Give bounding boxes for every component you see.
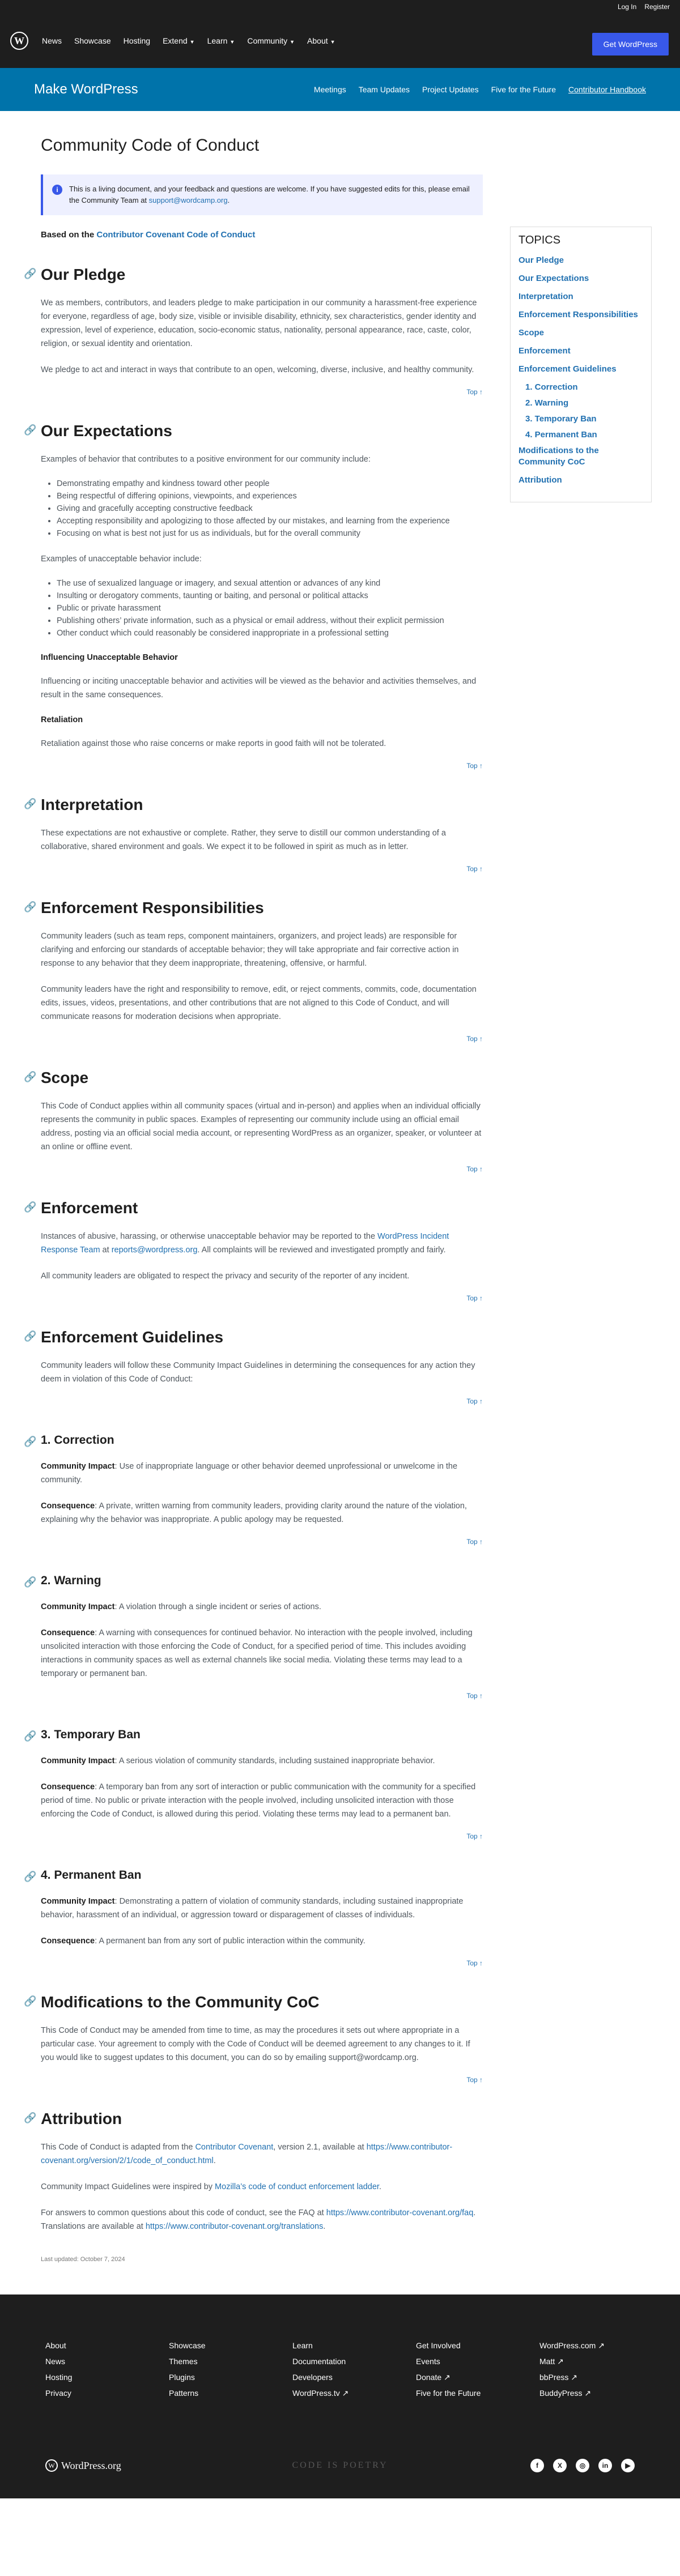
lnav-five-for-the-future[interactable]: Five for the Future	[491, 85, 556, 94]
local-nav	[0, 68, 680, 111]
footer-link[interactable]: Patterns	[169, 2389, 199, 2398]
footer-link[interactable]: Learn	[292, 2341, 313, 2350]
footer-link[interactable]: Documentation	[292, 2357, 346, 2366]
list-item: • The use of sexualized language or imagery, and sexual attention or advances of any kind	[57, 577, 483, 590]
footer-link[interactable]: WordPress.tv ↗	[292, 2389, 349, 2398]
heading-correction: 🔗 1. Correction	[24, 1434, 114, 1447]
main-content	[24, 174, 483, 2263]
local-nav-title[interactable]: Make WordPress	[34, 82, 138, 97]
list-item: • Accepting responsibility and apologizing to those affected by our mistakes, and learning from the experience	[57, 515, 483, 527]
list-item: • Other conduct which could reasonably be considered inappropriate in a professional setting	[57, 627, 483, 639]
topic-link-modifications[interactable]: Modifications to the Community CoC	[518, 446, 599, 467]
covenant-faq-link[interactable]: https://www.contributor-covenant.org/faq	[326, 2208, 474, 2217]
top-link[interactable]: Top ↑	[466, 762, 483, 770]
heading-permanent-ban: 🔗 4. Permanent Ban	[24, 1869, 142, 1882]
social-links	[530, 2459, 635, 2472]
instagram-icon[interactable]: ◎	[576, 2459, 589, 2472]
top-link[interactable]: Top ↑	[466, 1165, 483, 1173]
chevron-down-icon: ▼	[189, 39, 195, 45]
attribution-paragraph: This Code of Conduct is adapted from the Contributor Covenant, version 2.1, available at https://www.contributor-covenant.org/version/2/1/code_of_conduct.html.	[41, 2143, 453, 2165]
interpretation-paragraph: These expectations are not exhaustive or complete. Rather, they serve to distill our common understanding of a collaborative, shared environment and goals. We expect it to be followed in spirit as much as in letter.	[41, 829, 446, 851]
topic-link-warning[interactable]: 2. Warning	[525, 398, 569, 408]
gnav-extend[interactable]: Extend ▼	[163, 36, 195, 45]
heading-enforcement-guidelines: 🔗 Enforcement Guidelines	[24, 1328, 224, 1346]
expectations-intro-unacceptable: Examples of unacceptable behavior include:	[41, 555, 202, 564]
chevron-down-icon: ▼	[330, 39, 335, 45]
based-on-text: Based on the Contributor Covenant Code of Conduct	[41, 230, 256, 240]
anchor-link-icon[interactable]: 🔗	[24, 1330, 37, 1342]
anchor-link-icon[interactable]: 🔗	[24, 268, 37, 279]
last-updated: Last updated: October 7, 2024	[41, 2256, 125, 2263]
list-item: • Demonstrating empathy and kindness toward other people	[57, 477, 483, 490]
heading-our-pledge: 🔗 Our Pledge	[24, 266, 126, 283]
topic-link-enforcement-guidelines[interactable]: Enforcement Guidelines	[518, 364, 617, 374]
enforcement-resp-paragraph: Community leaders (such as team reps, component maintainers, organizers, and project leads) are responsible for clarifying and enforcing our standards of acceptable behavior; they will take appropriate and fair corrective action in response to any behavior that they deem inappropriate, threatening, offensive, or harmful.	[41, 932, 459, 968]
anchor-link-icon[interactable]: 🔗	[24, 1995, 37, 2007]
scope-paragraph: This Code of Conduct applies within all community spaces (virtual and in-person) and applies when an individual officially represents the community in public spaces. Examples of representing our community include using an official email address, posting via an official social media account, or representing WordPress as an organizer, speaker, or volunteer at an online or offline event.	[41, 1102, 482, 1151]
footer-link[interactable]: BuddyPress ↗	[539, 2389, 592, 2398]
footer-link[interactable]: Hosting	[45, 2373, 73, 2382]
topic-link-interpretation[interactable]: Interpretation	[518, 292, 573, 301]
enforcement-paragraph: All community leaders are obligated to respect the privacy and security of the reporter of any incident.	[41, 1272, 410, 1281]
footer-column	[292, 2338, 416, 2401]
heading-temporary-ban: 🔗 3. Temporary Ban	[24, 1728, 141, 1742]
list-item: • Giving and gracefully accepting constructive feedback	[57, 502, 483, 515]
footer-link[interactable]: Events	[416, 2357, 440, 2366]
heading-retaliation: Retaliation	[41, 715, 83, 724]
top-link[interactable]: Top ↑	[466, 865, 483, 873]
pledge-paragraph: We as members, contributors, and leaders pledge to make participation in our community a harassment-free experience for everyone, regardless of age, body size, visible or invisible disability, ethnicity, sex characteristics, gender identity and expression, level of experience, education, socio-economic status, nationality, personal appearance, race, caste, color, religion, or sexual identity and orientation.	[41, 298, 477, 348]
anchor-link-icon[interactable]: 🔗	[24, 1871, 37, 1882]
contributor-covenant-link[interactable]: Contributor Covenant Code of Conduct	[96, 230, 256, 240]
footer-link[interactable]: WordPress.com ↗	[539, 2341, 605, 2350]
list-item: • Public or private harassment	[57, 602, 483, 615]
footer-link[interactable]: Donate ↗	[416, 2373, 450, 2382]
lnav-team-updates[interactable]: Team Updates	[358, 85, 410, 94]
heading-enforcement-responsibilities: 🔗 Enforcement Responsibilities	[24, 899, 264, 916]
heading-influencing: Influencing Unacceptable Behavior	[41, 653, 178, 662]
heading-attribution: 🔗 Attribution	[24, 2110, 122, 2127]
topic-link-correction[interactable]: 1. Correction	[525, 382, 578, 392]
heading-modifications: 🔗 Modifications to the Community CoC	[24, 1993, 320, 2011]
enforcement-paragraph: Instances of abusive, harassing, or otherwise unacceptable behavior may be reported to the WordPress Incident Response Team at reports@wordpress.org. All complaints will be reviewed and investigated promptly and fairly.	[41, 1232, 449, 1255]
site-footer	[0, 2294, 680, 2498]
footer-link[interactable]: Showcase	[169, 2341, 206, 2350]
topic-link-enforcement[interactable]: Enforcement	[518, 346, 571, 356]
gnav-community[interactable]: Community ▼	[247, 36, 295, 45]
gnav-about[interactable]: About ▼	[307, 36, 335, 45]
incident-response-team-link[interactable]: WordPress Incident Response Team	[41, 1232, 449, 1255]
heading-interpretation: 🔗 Interpretation	[24, 796, 143, 813]
topic-link-scope[interactable]: Scope	[518, 328, 545, 338]
facebook-icon[interactable]: f	[530, 2459, 544, 2472]
heading-scope: 🔗 Scope	[24, 1069, 89, 1086]
topic-link-enforcement-responsibilities[interactable]: Enforcement Responsibilities	[518, 310, 638, 319]
anchor-link-icon[interactable]: 🔗	[24, 2112, 37, 2123]
covenant-version-link[interactable]: https://www.contributor-covenant.org/version/2/1/code_of_conduct.html	[41, 2143, 453, 2165]
anchor-link-icon[interactable]: 🔗	[24, 1576, 37, 1588]
top-link[interactable]: Top ↑	[466, 1397, 483, 1405]
footer-link[interactable]: Five for the Future	[416, 2389, 481, 2398]
lnav-project-updates[interactable]: Project Updates	[422, 85, 479, 94]
lnav-meetings[interactable]: Meetings	[313, 85, 346, 94]
register-link[interactable]: Register	[644, 3, 670, 11]
attribution-paragraph: For answers to common questions about this code of conduct, see the FAQ at https://www.contributor-covenant.org/faq. Translations are available at https://www.contributor-covenant.org/translations.	[41, 2208, 476, 2231]
footer-link[interactable]: Developers	[292, 2373, 333, 2382]
tempban-consequence: Consequence: A temporary ban from any sort of interaction or public communication with the community for a specified period of time. No public or private interaction with the people involved, including unsolicited interaction with those enforcing the Code of Conduct, is allowed during this period. Violating these terms may lead to a permanent ban.	[41, 1782, 476, 1819]
footer-link[interactable]: Get Involved	[416, 2341, 461, 2350]
footer-column	[539, 2338, 663, 2401]
info-notice: i This is a living document, and your feedback and questions are welcome. If you have suggested edits for this, please email the Community Team at support@wordcamp.org.	[41, 174, 483, 215]
topic-link-our-expectations[interactable]: Our Expectations	[518, 274, 589, 283]
modifications-paragraph: This Code of Conduct may be amended from time to time, as may the procedures it sets out where appropriate in a particular case. Your agreement to comply with the Code of Conduct will be deemed agreement to any changes to it. If you would like to suggest updates to this document, you can do so by emailing support@wordcamp.org.	[41, 2026, 470, 2062]
topics-title: TOPICS	[518, 234, 561, 246]
top-bar	[0, 0, 680, 14]
top-link[interactable]: Top ↑	[466, 1832, 483, 1840]
footer-link[interactable]: About	[45, 2341, 66, 2350]
list-item: • Being respectful of differing opinions, viewpoints, and experiences	[57, 490, 483, 502]
reports-email-link[interactable]: reports@wordpress.org	[111, 1246, 198, 1255]
top-link[interactable]: Top ↑	[466, 388, 483, 396]
wordpress-logo-icon[interactable]: W	[10, 32, 28, 50]
chevron-down-icon: ▼	[230, 39, 235, 45]
topic-link-our-pledge[interactable]: Our Pledge	[518, 255, 564, 265]
page-content	[24, 136, 646, 2263]
attribution-paragraph: Community Impact Guidelines were inspired by Mozilla’s code of conduct enforcement ladder.	[41, 2182, 381, 2191]
correction-impact: Community Impact: Use of inappropriate language or other behavior deemed unprofessional or unwelcome in the community.	[41, 1462, 458, 1485]
footer-column	[45, 2338, 169, 2401]
retaliation-paragraph: Retaliation against those who raise concerns or make reports in good faith will not be tolerated.	[41, 739, 386, 748]
top-link[interactable]: Top ↑	[466, 1294, 483, 1302]
permban-consequence: Consequence: A permanent ban from any sort of public interaction within the community.	[41, 1937, 366, 1946]
warning-consequence: Consequence: A warning with consequences for continued behavior. No interaction with the people involved, including unsolicited interaction with those enforcing the Code of Conduct, for a specified period of time. This includes avoiding interactions in community spaces as well as external channels like social media. Violating these terms may lead to a temporary or permanent ban.	[41, 1628, 473, 1678]
footer-link[interactable]: Matt ↗	[539, 2357, 564, 2366]
heading-our-expectations: 🔗 Our Expectations	[24, 422, 172, 440]
login-link[interactable]: Log In	[617, 3, 637, 11]
pledge-paragraph: We pledge to act and interact in ways that contribute to an open, welcoming, diverse, inclusive, and healthy community.	[41, 365, 474, 374]
footer-link[interactable]: Privacy	[45, 2389, 71, 2398]
expectations-intro: Examples of behavior that contributes to a positive environment for our community include:	[41, 455, 371, 464]
mozilla-ladder-link[interactable]: Mozilla’s code of conduct enforcement ladder	[215, 2182, 379, 2191]
footer-link[interactable]: News	[45, 2357, 66, 2366]
chevron-down-icon: ▼	[290, 39, 295, 45]
contributor-covenant-link[interactable]: Contributor Covenant	[195, 2143, 274, 2152]
warning-impact: Community Impact: A violation through a single incident or series of actions.	[41, 1602, 321, 1611]
info-icon: i	[52, 185, 62, 195]
global-nav	[42, 36, 335, 45]
footer-link[interactable]: Plugins	[169, 2373, 195, 2382]
top-link[interactable]: Top ↑	[466, 1959, 483, 1967]
list-item: • Focusing on what is best not just for us as individuals, but for the overall community	[57, 527, 483, 540]
top-link[interactable]: Top ↑	[466, 1692, 483, 1700]
covenant-translations-link[interactable]: https://www.contributor-covenant.org/translations	[145, 2222, 324, 2231]
global-header	[0, 14, 680, 68]
list-item: • Insulting or derogatory comments, taunting or baiting, and personal or political attacks	[57, 590, 483, 602]
get-wordpress-button[interactable]: Get WordPress	[592, 33, 669, 56]
x-icon[interactable]: X	[553, 2459, 567, 2472]
anchor-link-icon[interactable]: 🔗	[24, 1436, 37, 1447]
top-link[interactable]: Top ↑	[466, 1035, 483, 1043]
heading-enforcement: 🔗 Enforcement	[24, 1199, 138, 1217]
list-item: • Publishing others’ private information, such as a physical or email address, without their explicit permission	[57, 615, 483, 627]
footer-columns	[0, 2294, 680, 2401]
anchor-link-icon[interactable]: 🔗	[24, 798, 37, 809]
gnav-hosting[interactable]: Hosting	[123, 36, 151, 45]
wordpress-logo-icon: W	[45, 2459, 58, 2472]
guidelines-paragraph: Community leaders will follow these Community Impact Guidelines in determining the consequences for any action they deem in violation of this Code of Conduct:	[41, 1361, 475, 1384]
anchor-link-icon[interactable]: 🔗	[24, 424, 37, 436]
heading-warning: 🔗 2. Warning	[24, 1574, 101, 1588]
wordpress-org-logo[interactable]: W WordPress.org	[45, 2459, 121, 2472]
footer-column	[169, 2338, 292, 2401]
footer-link[interactable]: bbPress ↗	[539, 2373, 577, 2382]
enforcement-resp-paragraph: Community leaders have the right and responsibility to remove, edit, or reject comments, commits, code, documentation edits, issues, videos, presentations, and other contributions that are not aligned to this Code of Conduct, and will communicate reasons for moderation decisions when appropriate.	[41, 985, 477, 1021]
top-link[interactable]: Top ↑	[466, 1538, 483, 1546]
topic-link-attribution[interactable]: Attribution	[518, 475, 562, 485]
footer-column	[416, 2338, 539, 2401]
gnav-news[interactable]: News	[42, 36, 62, 45]
gnav-learn[interactable]: Learn ▼	[207, 36, 235, 45]
topic-link-permanent-ban[interactable]: 4. Permanent Ban	[525, 430, 597, 440]
anchor-link-icon[interactable]: 🔗	[24, 1730, 37, 1742]
permban-impact: Community Impact: Demonstrating a pattern of violation of community standards, including sustained inappropriate behavior, harassment of an individual, or aggression toward or disparagement of classes of individuals.	[41, 1897, 464, 1920]
anchor-link-icon[interactable]: 🔗	[24, 1201, 37, 1213]
topic-link-temporary-ban[interactable]: 3. Temporary Ban	[525, 414, 597, 424]
topics-sidebar	[510, 227, 652, 502]
correction-consequence: Consequence: A private, written warning from community leaders, providing clarity around the nature of the violation, explaining why the behavior was inappropriate. A public apology may be requested.	[41, 1502, 467, 1524]
lnav-contributor-handbook[interactable]: Contributor Handbook	[568, 85, 646, 94]
anchor-link-icon[interactable]: 🔗	[24, 1071, 37, 1082]
anchor-link-icon[interactable]: 🔗	[24, 901, 37, 912]
page-title: Community Code of Conduct	[41, 136, 260, 155]
youtube-icon[interactable]: ▶	[621, 2459, 635, 2472]
local-nav-menu	[314, 85, 646, 94]
gnav-showcase[interactable]: Showcase	[74, 36, 111, 45]
influencing-paragraph: Influencing or inciting unacceptable behavior and activities will be viewed as the behavior and activities themselves, and result in the same consequences.	[41, 677, 477, 700]
tempban-impact: Community Impact: A serious violation of community standards, including sustained inappropriate behavior.	[41, 1756, 435, 1765]
code-is-poetry-tagline: CODE IS POETRY	[292, 2460, 388, 2470]
linkedin-icon[interactable]: in	[598, 2459, 612, 2472]
footer-link[interactable]: Themes	[169, 2357, 198, 2366]
footer-bottom	[45, 2459, 635, 2472]
positive-behavior-list	[57, 477, 483, 540]
topic-sublist	[518, 382, 643, 441]
top-link[interactable]: Top ↑	[466, 2076, 483, 2084]
support-email-link[interactable]: support@wordcamp.org	[148, 196, 228, 204]
negative-behavior-list	[57, 577, 483, 639]
